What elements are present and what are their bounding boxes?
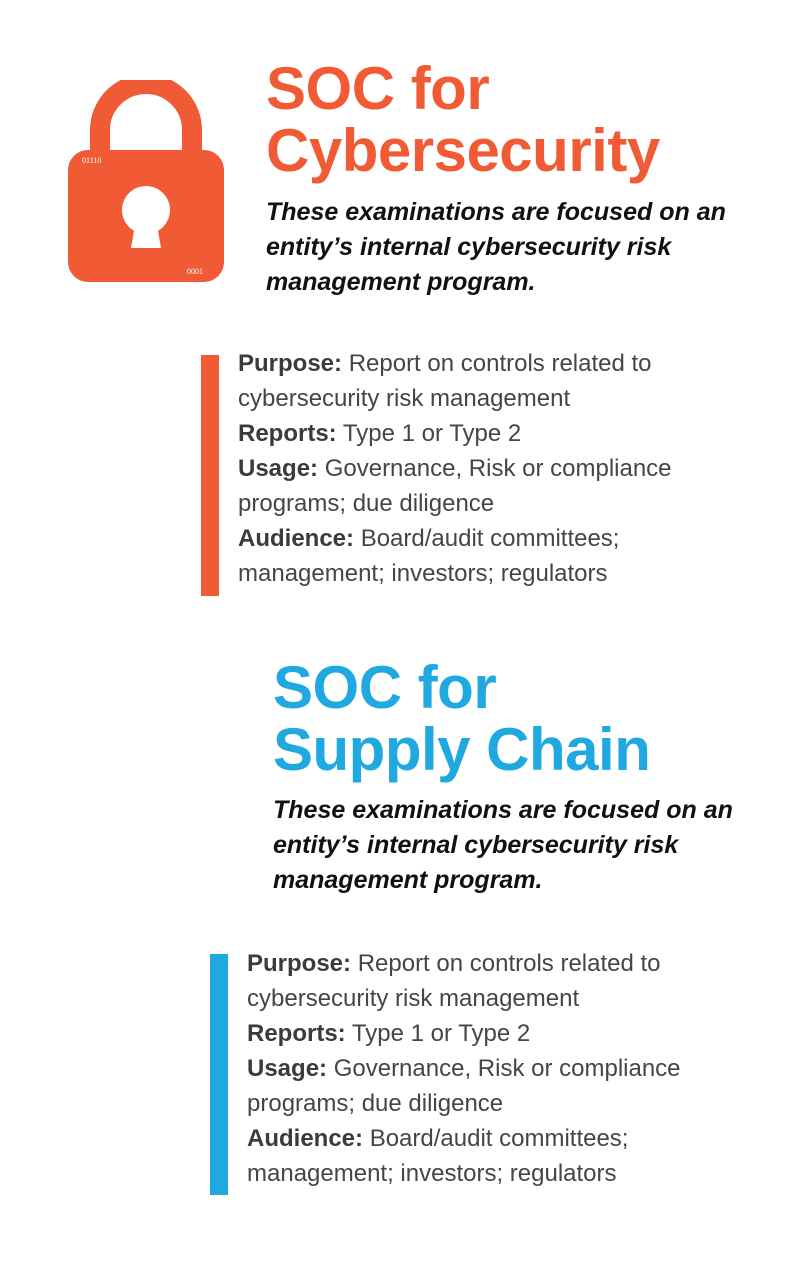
usage-label: Usage: bbox=[247, 1055, 328, 1082]
audience-value: Board/audit committees; management; investors; regulators bbox=[247, 1125, 629, 1187]
reports-value: Type 1 or Type 2 bbox=[342, 420, 522, 447]
accent-bar-orange bbox=[201, 355, 219, 596]
usage-label: Usage: bbox=[238, 455, 319, 482]
lock-binary-bottom: 0001 bbox=[187, 267, 203, 276]
audience-line bbox=[247, 1121, 767, 1191]
section-title-cybersecurity bbox=[266, 55, 660, 184]
lock-binary-top: 01110 bbox=[82, 156, 102, 165]
audience-label: Audience: bbox=[247, 1125, 364, 1152]
section-description-cybersecurity: These examinations are focused on an entity’s internal cybersecurity risk management program. bbox=[266, 198, 726, 296]
section-description-supply-chain: These examinations are focused on an entity’s internal cybersecurity risk management program. bbox=[273, 796, 733, 894]
usage-value: Governance, Risk or compliance programs; due diligence bbox=[238, 455, 672, 517]
reports-label: Reports: bbox=[247, 1020, 346, 1047]
reports-value: Type 1 or Type 2 bbox=[351, 1020, 531, 1047]
audience-label: Audience: bbox=[238, 525, 355, 552]
purpose-line bbox=[247, 946, 767, 1016]
purpose-label: Purpose: bbox=[247, 950, 352, 977]
purpose-line bbox=[238, 346, 758, 416]
title-line1: SOC for bbox=[266, 55, 490, 122]
usage-line bbox=[238, 451, 758, 521]
title-line1: SOC for bbox=[273, 654, 497, 721]
reports-line bbox=[247, 1016, 767, 1051]
usage-line bbox=[247, 1051, 767, 1121]
reports-line bbox=[238, 416, 758, 451]
lock-icon bbox=[66, 80, 226, 284]
purpose-value: Report on controls related to cybersecurity risk management bbox=[247, 950, 661, 1012]
lock-shackle bbox=[100, 84, 192, 152]
title-line2: Supply Chain bbox=[273, 716, 651, 783]
reports-label: Reports: bbox=[238, 420, 337, 447]
details-block-cybersecurity bbox=[238, 346, 758, 591]
purpose-value: Report on controls related to cybersecurity risk management bbox=[238, 350, 652, 412]
section-title-supply-chain bbox=[273, 654, 651, 783]
audience-value: Board/audit committees; management; investors; regulators bbox=[238, 525, 620, 587]
usage-value: Governance, Risk or compliance programs; due diligence bbox=[247, 1055, 681, 1117]
audience-line bbox=[238, 521, 758, 591]
details-block-supply-chain bbox=[247, 946, 767, 1191]
title-line2: Cybersecurity bbox=[266, 117, 660, 184]
accent-bar-blue bbox=[210, 954, 228, 1195]
purpose-label: Purpose: bbox=[238, 350, 343, 377]
